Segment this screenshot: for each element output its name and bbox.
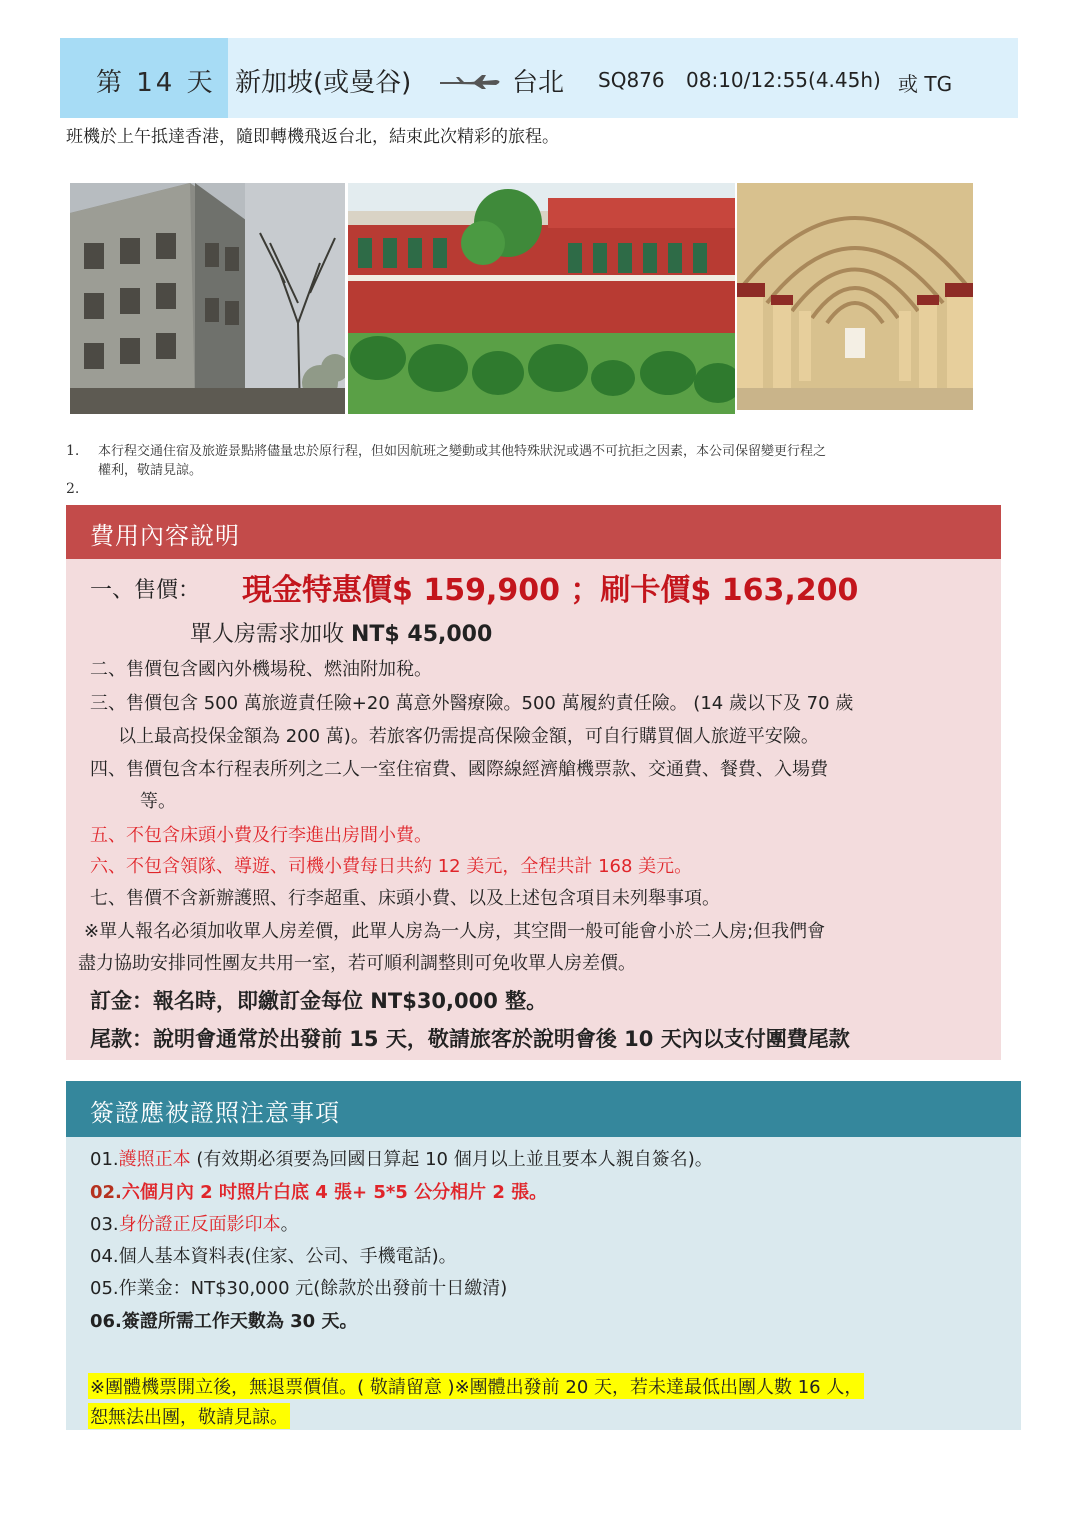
fee-item-continued: 以上最高投保金額為 200 萬)。若旅客仍需提高保險金額，可自行購買個人旅遊平安險。 [118,726,819,747]
visa-item-number: 01. [90,1149,119,1170]
visa-item-photos [90,1178,547,1204]
notes-list [66,442,1016,499]
balance-line: 尾款：說明會通常於出發前 15 天，敬請旅客於說明會後 10 天內以支付團費尾款 [90,1027,850,1051]
note-number [66,461,98,480]
fee-item: 三、售價包含 500 萬旅遊責任險+20 萬意外醫療險。500 萬履約責任險。 (14 歲以下及 70 歲 [90,693,854,714]
day-header [60,38,1018,118]
day-label: 第 14 天 [96,68,216,98]
single-room-surcharge [190,617,492,648]
fee-item: 七、售價不含新辦護照、行李超重、床頭小費、以及上述包含項目未列舉事項。 [90,888,720,909]
visa-item-id-card [90,1210,299,1236]
single-room-label: 單人房需求加收 [190,622,345,647]
fee-item-excluded: 五、不包含床頭小費及行李進出房間小費。 [90,825,432,846]
fee-section-body [66,559,1001,1060]
visa-item-personal-info: 04.個人基本資料表(住家、公司、手機電話)。 [90,1246,457,1267]
visa-item-number: 03. [90,1214,119,1235]
corridor-photo [737,183,973,410]
warning-note-continued: 恕無法出團，敬請見諒。 [88,1403,290,1429]
fee-section-title: 費用內容說明 [90,522,240,550]
visa-section-title: 簽證應被證照注意事項 [90,1099,340,1127]
note-item [66,480,1016,499]
visa-section-body [66,1137,1021,1430]
visa-item-highlight: 身份證正反面影印本 [118,1214,281,1235]
visa-item-processing-days: 06.簽證所需工作天數為 30 天。 [90,1311,358,1332]
visa-item-highlight: 六個月內 2 吋照片白底 4 張+ 5*5 公分相片 2 張。 [121,1182,548,1203]
note-number: 2. [66,481,80,497]
note-item [66,461,1016,480]
warning-note: ※團體機票開立後，無退票價值。( 敬請留意 )※團體出發前 20 天，若未達最低出團人數 16 人， [88,1373,864,1399]
fee-item-continued: 等。 [140,791,176,812]
price-value: 現金特惠價$ 159,900 ；刷卡價$ 163,200 [242,573,859,608]
route-destination: 台北 [512,68,565,98]
day-description: 班機於上午抵達香港，隨即轉機飛返台北，結束此次精彩的旅程。 [66,127,559,147]
fee-section-header [66,505,1001,559]
flight-number: SQ876 [598,68,665,92]
single-room-value: NT$ 45,000 [351,622,493,647]
building-photo [70,183,345,414]
visa-item-detail: (有效期必須要為回國日算起 10 個月以上並且要本人親自簽名)。 [190,1149,713,1170]
visa-item-highlight: 護照正本 [118,1149,191,1170]
visa-section-header [66,1081,1021,1137]
palace-photo [348,183,735,414]
note-text: 本行程交通住宿及旅遊景點將儘量忠於原行程，但如因航班之變動或其他特殊狀況或遇不可抗拒之因素，本公司保留變更行程之 [98,444,827,459]
fee-item: 二、售價包含國內外機場稅、燃油附加稅。 [90,659,432,680]
deposit-line: 訂金：報名時，即繳訂金每位 NT$30,000 整。 [90,989,548,1013]
price-label: 一、售價： [90,578,201,603]
airplane-icon [440,74,504,93]
visa-item-passport [90,1145,713,1171]
note-item [66,442,1016,461]
flight-time: 08:10/12:55(4.45h) [686,68,881,92]
fee-item-excluded: 六、不包含領隊、導遊、司機小費每日共約 12 美元，全程共計 168 美元。 [90,856,693,877]
note-text: 權利，敬請見諒。 [98,463,203,478]
single-room-note-continued: 盡力協助安排同性團友共用一室，若可順利調整則可免收單人房差價。 [78,953,636,974]
route-origin: 新加坡(或曼谷) [235,68,412,98]
visa-item-detail: 。 [280,1214,299,1235]
alternate-airline: 或 TG [898,72,953,96]
visa-item-number: 02. [90,1182,122,1203]
fee-item: 四、售價包含本行程表所列之二人一室住宿費、國際線經濟艙機票款、交通費、餐費、入場費 [90,759,828,780]
single-room-note: ※單人報名必須加收單人房差價，此單人房為一人房，其空間一般可能會小於二人房;但我們會 [84,921,826,942]
visa-item-fee: 05.作業金：NT$30,000 元(餘款於出發前十日繳清) [90,1278,508,1299]
note-number: 1. [66,443,80,459]
note-text [98,480,1016,499]
